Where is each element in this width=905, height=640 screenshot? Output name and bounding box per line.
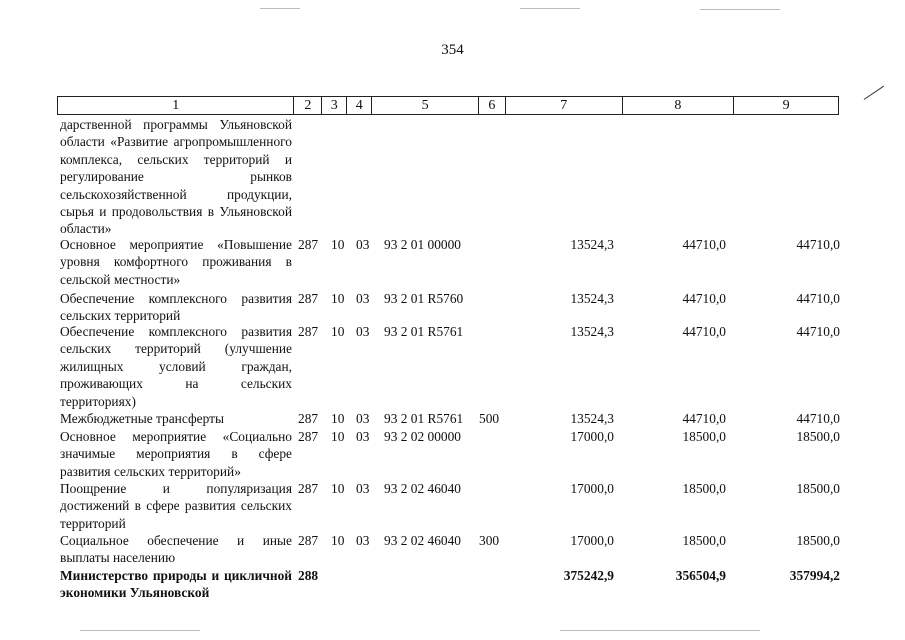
column-header-row [57,96,839,115]
row-description: Основное мероприятие «Социально значимые мероприятия в сфере развития сельских территорий» [60,429,292,479]
column-header-2: 2 [293,97,321,114]
row-description: Межбюджетные трансферты [60,411,224,426]
row-description: дарственной программы Ульяновской области «Развитие агропромышленного комплекса, сельских территорий и регулирование рынков сельскохозяйственной продукции, сырья и продовольствия в Ульяновской области» [60,117,292,237]
row-value-7: 375242,9 [563,568,614,583]
row-value-9: 18500,0 [796,481,840,496]
row-code-3: 10 [331,237,345,252]
row-description: Обеспечение комплексного развития сельских территорий [60,291,292,324]
row-code-4: 03 [356,429,370,444]
column-header-1: 1 [172,98,180,113]
page-number: 354 [441,42,464,58]
row-value-9: 44710,0 [796,324,840,339]
row-description: Поощрение и популяризация достижений в сфере развития сельских территорий [60,481,292,531]
row-code-5: 93 2 01 R5761 [384,411,464,426]
row-value-7: 13524,3 [570,411,614,426]
row-code-2: 287 [298,429,319,444]
row-code-3: 10 [331,411,345,426]
row-code-3: 10 [331,291,345,306]
row-value-8: 356504,9 [675,568,726,583]
row-code-4: 03 [356,481,370,496]
row-code-2: 287 [298,481,319,496]
row-code-5: 93 2 02 00000 [384,429,461,444]
row-description: Социальное обеспечение и иные выплаты населению [60,533,292,566]
row-value-7: 17000,0 [570,533,614,548]
row-code-3: 10 [331,324,345,339]
row-code-2: 287 [298,237,319,252]
row-code-4: 03 [356,291,370,306]
row-code-4: 03 [356,324,370,339]
row-value-9: 18500,0 [796,429,840,444]
row-value-7: 13524,3 [570,324,614,339]
row-description: Основное мероприятие «Повышение уровня комфортного проживания в сельской местности» [60,237,292,287]
row-value-8: 44710,0 [682,237,726,252]
scan-artifact [80,630,200,631]
row-code-4: 03 [356,533,370,548]
row-value-7: 13524,3 [570,291,614,306]
row-code-3: 10 [331,533,345,548]
row-code-5: 93 2 02 46040 [384,533,461,548]
column-header-5: 5 [371,97,478,114]
column-header-3: 3 [321,97,346,114]
row-description: Обеспечение комплексного развития сельских территорий (улучшение жилищных условий граждан, проживающих на сельских территориях) [60,324,292,409]
row-value-7: 17000,0 [570,481,614,496]
row-value-8: 44710,0 [682,411,726,426]
column-header-9: 9 [733,97,838,114]
row-code-5: 93 2 01 R5760 [384,291,464,306]
row-value-9: 44710,0 [796,411,840,426]
row-code-2: 288 [298,568,319,583]
row-code-6: 500 [479,411,500,426]
row-value-8: 18500,0 [682,481,726,496]
row-value-8: 44710,0 [682,291,726,306]
scan-artifact [700,9,780,10]
row-value-8: 18500,0 [682,429,726,444]
row-code-3: 10 [331,429,345,444]
row-value-9: 44710,0 [796,237,840,252]
scan-artifact [520,8,580,9]
row-code-2: 287 [298,533,319,548]
row-value-8: 44710,0 [682,324,726,339]
row-code-5: 93 2 02 46040 [384,481,461,496]
row-code-4: 03 [356,411,370,426]
row-value-9: 357994,2 [789,568,840,583]
column-header-7: 7 [505,97,622,114]
row-code-5: 93 2 01 R5761 [384,324,464,339]
row-value-9: 44710,0 [796,291,840,306]
row-description: Министерство природы и цикличной экономики Ульяновской [60,568,292,601]
row-code-4: 03 [356,237,370,252]
row-code-2: 287 [298,324,319,339]
row-code-2: 287 [298,291,319,306]
scan-artifact [260,8,300,9]
row-code-6: 300 [479,533,500,548]
column-header-6: 6 [478,97,505,114]
row-value-9: 18500,0 [796,533,840,548]
row-value-7: 13524,3 [570,237,614,252]
row-value-7: 17000,0 [570,429,614,444]
scan-artifact [560,630,760,631]
row-value-8: 18500,0 [682,533,726,548]
row-code-2: 287 [298,411,319,426]
row-code-5: 93 2 01 00000 [384,237,461,252]
pen-mark [864,86,885,100]
column-header-4: 4 [346,97,371,114]
row-code-3: 10 [331,481,345,496]
column-header-8: 8 [622,97,734,114]
